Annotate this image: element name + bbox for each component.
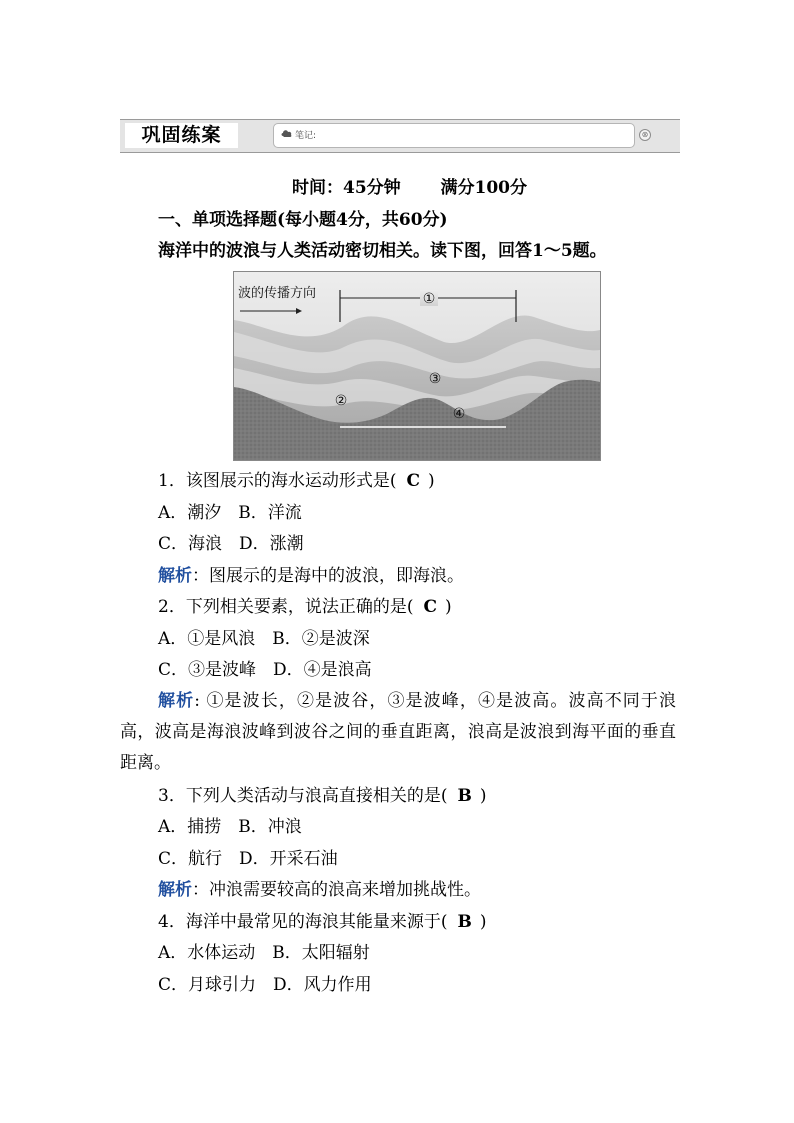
question-4-option-row-2: C．月球引力 D．风力作用 xyxy=(158,975,372,995)
direction-label: 波的传播方向 xyxy=(238,286,317,301)
answer: B xyxy=(457,912,472,932)
question-4 xyxy=(158,912,486,932)
header-banner xyxy=(120,119,680,153)
wave-figure xyxy=(233,271,601,461)
answer: B xyxy=(457,786,472,806)
time-limit: 时间：45分钟 xyxy=(292,178,401,198)
full-score: 满分100分 xyxy=(440,178,528,198)
analysis-label: 解析 xyxy=(158,566,192,586)
section-intro: 海洋中的波浪与人类活动密切相关。读下图，回答1～5题。 xyxy=(158,241,607,261)
cloud-icon xyxy=(281,128,293,138)
notes-label: 笔记: xyxy=(295,131,317,141)
time-info xyxy=(292,178,527,198)
answer: C xyxy=(406,471,420,491)
question-3-option-row-2: C．航行 D．开采石油 xyxy=(158,849,338,869)
question-close: ) xyxy=(479,912,487,932)
analysis-1 xyxy=(158,566,464,586)
analysis-3 xyxy=(158,880,481,900)
question-stem: 2．下列相关要素，说法正确的是( xyxy=(158,597,414,617)
question-2-option-row-2: C．③是波峰 D．④是浪高 xyxy=(158,660,372,680)
question-close: ) xyxy=(427,471,435,491)
banner-title: 巩固练案 xyxy=(125,123,238,148)
analysis-text: : ①是波长，②是波谷，③是波峰，④是波高。波高不同于浪高，波高是海浪波峰到波谷之间的垂直距离，浪高是波浪到海平面的垂直距离。 xyxy=(120,691,677,773)
question-close: ) xyxy=(479,786,487,806)
question-3-option-row-1: A．捕捞 B．冲浪 xyxy=(158,817,302,837)
question-3 xyxy=(158,786,486,806)
section-heading: 一、单项选择题(每小题4分，共60分) xyxy=(158,210,448,230)
close-icon[interactable]: ⊗ xyxy=(639,129,651,141)
marker-1: ① xyxy=(422,291,436,307)
question-4-option-row-1: A．水体运动 B．太阳辐射 xyxy=(158,943,370,963)
question-1-option-row-2: C．海浪 D．涨潮 xyxy=(158,534,304,554)
analysis-label: 解析 xyxy=(158,691,195,711)
analysis-text: ：冲浪需要较高的浪高来增加挑战性。 xyxy=(192,880,481,900)
notes-input[interactable] xyxy=(273,123,635,148)
question-close: ) xyxy=(444,597,452,617)
answer: C xyxy=(423,597,437,617)
wave-diagram xyxy=(234,272,600,460)
question-1 xyxy=(158,471,435,491)
question-1-option-row-1: A．潮汐 B．洋流 xyxy=(158,503,302,523)
question-2 xyxy=(158,597,452,617)
marker-3: ③ xyxy=(428,371,442,387)
question-stem: 3．下列人类活动与浪高直接相关的是( xyxy=(158,786,448,806)
analysis-text: ：图展示的是海中的波浪，即海浪。 xyxy=(192,566,464,586)
question-stem: 1．该图展示的海水运动形式是( xyxy=(158,471,397,491)
marker-4: ④ xyxy=(452,406,466,422)
analysis-label: 解析 xyxy=(158,880,192,900)
marker-2: ② xyxy=(334,393,348,409)
analysis-2 xyxy=(120,686,676,779)
question-stem: 4．海洋中最常见的海浪其能量来源于( xyxy=(158,912,448,932)
question-2-option-row-1: A．①是风浪 B．②是波深 xyxy=(158,629,370,649)
